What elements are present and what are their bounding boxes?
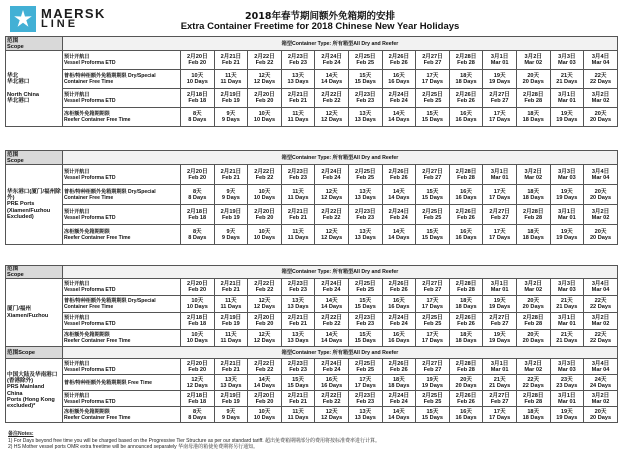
table-cell: 2月21日 Feb 21 (281, 391, 315, 407)
table-cell: 12天 12 Days (315, 185, 349, 205)
schedule-section (5, 346, 617, 423)
table-cell: 2月28日 Feb 28 (516, 205, 550, 225)
table-cell: 10天 10 Days (248, 407, 282, 423)
table-cell: 8天 8 Days (181, 185, 215, 205)
row-label-cn: 预计开航日 (64, 208, 90, 215)
table-row (6, 279, 618, 296)
table-cell: 10天 10 Days (248, 108, 282, 127)
table-cell: 2月26日 Feb 26 (382, 165, 416, 185)
table-cell: 2月20日 Feb 20 (181, 165, 215, 185)
container-type-header: 箱型Container Type: 所有箱型All Dry and Reefer (63, 37, 618, 51)
table-cell: 11天 11 Days (281, 185, 315, 205)
table-cell: 2月22日 Feb 22 (315, 313, 349, 330)
table-cell: 2月21日 Feb 21 (281, 205, 315, 225)
table-row (6, 225, 618, 245)
table-cell: 2月27日 Feb 27 (483, 391, 517, 407)
table-cell: 12天 12 Days (248, 330, 282, 347)
note-line-1: 1) For Days beyond free time you will be charged based on the Progressive Tier Structure as per our standard tariff. 超出免费箱期期部分的费用将按标准费率进行计算。 (8, 437, 380, 444)
table-cell: 2月21日 Feb 21 (214, 51, 248, 70)
row-label-cn: 冻柜额外免箱期期限 (64, 111, 110, 117)
table-cell: 2月18日 Feb 18 (181, 205, 215, 225)
table-cell: 2月21日 Feb 21 (281, 89, 315, 108)
table-cell: 2月25日 Feb 25 (416, 391, 450, 407)
table-cell: 2月27日 Feb 27 (416, 51, 450, 70)
table-cell: 12天 12 Days (315, 407, 349, 423)
table-cell: 14天 14 Days (315, 296, 349, 313)
row-label-cn: 普柜/特种柜额外免箱期期限 Free Time (64, 379, 152, 386)
table-row (6, 391, 618, 407)
table-cell: 10天 10 Days (181, 296, 215, 313)
table-cell: 2月21日 Feb 21 (214, 279, 248, 296)
table-cell: 2月25日 Feb 25 (416, 89, 450, 108)
table-cell: 2月28日 Feb 28 (449, 359, 483, 375)
table-cell: 12天 12 Days (248, 70, 282, 89)
scope-header: 范围 Scope (6, 37, 63, 51)
row-label-en: Container Free Time (64, 79, 114, 85)
table-cell: 23天 23 Days (550, 375, 584, 391)
table-cell: 2月22日 Feb 22 (248, 359, 282, 375)
row-label-cn: 普柜/特种柜额外免箱期期限 Dry/Special (64, 73, 156, 79)
row-label-cn: 预计开航日 (64, 281, 90, 287)
table-cell: 2月23日 Feb 23 (281, 51, 315, 70)
table-cell: 2月26日 Feb 26 (382, 279, 416, 296)
table-cell: 2月22日 Feb 22 (315, 89, 349, 108)
table-cell: 14天 14 Days (315, 330, 349, 347)
table-cell: 2月19日 Feb 19 (214, 313, 248, 330)
table-row (6, 185, 618, 205)
table-cell: 2月23日 Feb 23 (348, 391, 382, 407)
table-cell: 8天 8 Days (181, 407, 215, 423)
table-cell: 2月26日 Feb 26 (449, 391, 483, 407)
table-cell: 11天 11 Days (214, 330, 248, 347)
table-cell: 2月22日 Feb 22 (248, 51, 282, 70)
table-cell: 2月26日 Feb 26 (382, 51, 416, 70)
table-cell: 18天 18 Days (382, 375, 416, 391)
table-cell: 12天 12 Days (315, 108, 349, 127)
table-cell: 19天 19 Days (550, 108, 584, 127)
table-cell: 3月2日 Mar 02 (584, 89, 618, 108)
table-cell: 2月24日 Feb 24 (382, 313, 416, 330)
table-cell: 2月27日 Feb 27 (483, 313, 517, 330)
table-cell: 15天 15 Days (416, 185, 450, 205)
table-cell: 21天 21 Days (550, 296, 584, 313)
table-cell: 3月4日 Mar 04 (584, 51, 618, 70)
row-label-cn: 预计开航日 (64, 54, 90, 60)
row-label-cn: 冻柜额外免箱期期限 (64, 408, 110, 415)
table-cell: 3月4日 Mar 04 (584, 279, 618, 296)
table-cell: 2月18日 Feb 18 (181, 313, 215, 330)
table-cell: 17天 17 Days (483, 225, 517, 245)
table-cell: 20天 20 Days (516, 70, 550, 89)
table-row (6, 296, 618, 313)
table-cell: 2月18日 Feb 18 (181, 89, 215, 108)
table-cell: 14天 14 Days (382, 108, 416, 127)
row-label (63, 165, 181, 185)
table-cell: 16天 16 Days (449, 225, 483, 245)
row-label-cn: 预计开航日 (64, 168, 90, 175)
table-cell: 2月23日 Feb 23 (281, 359, 315, 375)
table-cell: 19天 19 Days (483, 330, 517, 347)
port-label: 中国大陆及华南港口 (香港除外) PRS Mainland China Ports (Hong Kong excluded)* (6, 359, 63, 423)
table-cell: 19天 19 Days (416, 375, 450, 391)
table-cell: 2月27日 Feb 27 (416, 279, 450, 296)
table-cell: 2月23日 Feb 23 (281, 165, 315, 185)
schedule-table (5, 36, 618, 127)
table-cell: 2月20日 Feb 20 (248, 205, 282, 225)
port-label: 厦门/福州 Xiamen/Fuzhou (6, 279, 63, 347)
table-cell: 2月28日 Feb 28 (449, 279, 483, 296)
table-cell: 18天 18 Days (449, 296, 483, 313)
table-cell: 2月28日 Feb 28 (516, 89, 550, 108)
port-label: 华东港口(厦门/福州除外) PRE Ports (Xiamen/Fuzhou Excluded) (6, 165, 63, 245)
notes-footer (8, 431, 380, 451)
row-label-cn: 预计开航日 (64, 392, 90, 399)
table-cell: 3月2日 Mar 02 (516, 165, 550, 185)
row-label (63, 185, 181, 205)
table-cell: 2月25日 Feb 25 (348, 359, 382, 375)
table-cell: 13天 13 Days (281, 330, 315, 347)
table-cell: 20天 20 Days (516, 296, 550, 313)
table-cell: 2月28日 Feb 28 (449, 51, 483, 70)
table-cell: 2月21日 Feb 21 (214, 359, 248, 375)
table-cell: 3月1日 Mar 01 (550, 205, 584, 225)
table-cell: 2月23日 Feb 23 (348, 205, 382, 225)
table-cell: 20天 20 Days (584, 407, 618, 423)
table-cell: 16天 16 Days (382, 70, 416, 89)
table-cell: 22天 22 Days (584, 330, 618, 347)
table-cell: 2月24日 Feb 24 (315, 51, 349, 70)
row-label (63, 70, 181, 89)
schedule-section (5, 150, 617, 245)
table-cell: 3月1日 Mar 01 (483, 279, 517, 296)
table-cell: 12天 12 Days (181, 375, 215, 391)
table-row (6, 108, 618, 127)
row-label (63, 279, 181, 296)
table-cell: 2月25日 Feb 25 (416, 205, 450, 225)
row-label (63, 225, 181, 245)
table-cell: 3月1日 Mar 01 (483, 51, 517, 70)
table-cell: 2月19日 Feb 19 (214, 205, 248, 225)
table-cell: 2月23日 Feb 23 (348, 89, 382, 108)
table-row (6, 70, 618, 89)
table-cell: 2月20日 Feb 20 (248, 391, 282, 407)
table-cell: 17天 17 Days (416, 330, 450, 347)
table-cell: 3月3日 Mar 03 (550, 51, 584, 70)
table-cell: 13天 13 Days (281, 70, 315, 89)
row-label (63, 205, 181, 225)
table-cell: 19天 19 Days (550, 407, 584, 423)
table-cell: 21天 21 Days (550, 330, 584, 347)
table-cell: 3月1日 Mar 01 (550, 313, 584, 330)
table-cell: 2月24日 Feb 24 (315, 359, 349, 375)
table-cell: 13天 13 Days (214, 375, 248, 391)
table-cell: 18天 18 Days (516, 185, 550, 205)
row-label-en: Reefer Container Free Time (64, 234, 131, 241)
table-cell: 14天 14 Days (382, 225, 416, 245)
table-cell: 17天 17 Days (483, 185, 517, 205)
table-cell: 15天 15 Days (348, 330, 382, 347)
scope-header: 范围Scope (6, 347, 63, 359)
table-cell: 15天 15 Days (416, 108, 450, 127)
notes-heading: 备注Notes: (8, 431, 34, 437)
logo-text-line: LINE (41, 18, 79, 30)
table-cell: 13天 13 Days (348, 185, 382, 205)
table-cell: 15天 15 Days (416, 407, 450, 423)
table-cell: 18天 18 Days (516, 225, 550, 245)
schedule-section (5, 265, 617, 347)
table-cell: 13天 13 Days (348, 108, 382, 127)
table-cell: 2月21日 Feb 21 (214, 165, 248, 185)
table-cell: 2月25日 Feb 25 (348, 279, 382, 296)
table-cell: 2月28日 Feb 28 (449, 165, 483, 185)
table-cell: 2月22日 Feb 22 (315, 391, 349, 407)
table-cell: 19天 19 Days (483, 296, 517, 313)
row-label-cn: 普柜/特种柜额外免箱期期限 Dry/Special (64, 188, 156, 195)
row-label-en: Reefer Container Free Time (64, 338, 131, 344)
table-cell: 2月20日 Feb 20 (248, 89, 282, 108)
table-cell: 16天 16 Days (449, 407, 483, 423)
table-cell: 15天 15 Days (348, 296, 382, 313)
table-row (6, 51, 618, 70)
table-cell: 2月24日 Feb 24 (382, 205, 416, 225)
table-cell: 2月20日 Feb 20 (181, 51, 215, 70)
table-cell: 15天 15 Days (416, 225, 450, 245)
table-cell: 18天 18 Days (449, 330, 483, 347)
table-cell: 2月22日 Feb 22 (248, 165, 282, 185)
table-cell: 14天 14 Days (382, 185, 416, 205)
row-label (63, 391, 181, 407)
table-cell: 19天 19 Days (550, 185, 584, 205)
table-cell: 21天 21 Days (550, 70, 584, 89)
table-cell: 17天 17 Days (483, 108, 517, 127)
table-cell: 19天 19 Days (483, 70, 517, 89)
row-label (63, 89, 181, 108)
table-cell: 18天 18 Days (516, 108, 550, 127)
row-label-cn: 预计开航日 (64, 360, 90, 367)
table-cell: 2月24日 Feb 24 (315, 165, 349, 185)
row-label (63, 407, 181, 423)
table-cell: 13天 13 Days (281, 296, 315, 313)
table-cell: 2月28日 Feb 28 (516, 313, 550, 330)
table-cell: 2月20日 Feb 20 (181, 279, 215, 296)
title-english: Extra Container Freetime for 2018 Chinese New Year Holidays (180, 21, 460, 32)
row-label (63, 51, 181, 70)
row-label-en: Vessel Proforma ETD (64, 98, 116, 104)
table-cell: 9天 9 Days (214, 108, 248, 127)
table-cell: 2月21日 Feb 21 (281, 313, 315, 330)
table-cell: 11天 11 Days (281, 407, 315, 423)
table-cell: 3月3日 Mar 03 (550, 165, 584, 185)
table-cell: 11天 11 Days (281, 108, 315, 127)
table-cell: 18天 18 Days (516, 407, 550, 423)
table-cell: 2月22日 Feb 22 (248, 279, 282, 296)
table-row (6, 313, 618, 330)
table-cell: 22天 22 Days (584, 70, 618, 89)
table-cell: 3月2日 Mar 02 (516, 51, 550, 70)
row-label (63, 296, 181, 313)
table-cell: 2月25日 Feb 25 (348, 51, 382, 70)
table-cell: 16天 16 Days (315, 375, 349, 391)
table-cell: 17天 17 Days (416, 70, 450, 89)
table-cell: 2月25日 Feb 25 (348, 165, 382, 185)
row-label-en: Vessel Proforma ETD (64, 287, 116, 293)
scope-header: 范围 Scope (6, 151, 63, 165)
row-label-en: Vessel Proforma ETD (64, 214, 116, 221)
table-cell: 11天 11 Days (214, 296, 248, 313)
table-cell: 20天 20 Days (516, 330, 550, 347)
table-cell: 2月26日 Feb 26 (382, 359, 416, 375)
port-label: 华北 华北港口 North China 华北港口 (6, 51, 63, 127)
table-cell: 2月24日 Feb 24 (382, 89, 416, 108)
row-label (63, 313, 181, 330)
schedule-section (5, 36, 617, 127)
table-cell: 10天 10 Days (181, 330, 215, 347)
scope-header: 范围 Scope (6, 266, 63, 279)
table-cell: 19天 19 Days (550, 225, 584, 245)
schedule-table (5, 150, 618, 245)
row-label-en: Reefer Container Free Time (64, 414, 131, 421)
table-cell: 11天 11 Days (281, 225, 315, 245)
table-cell: 2月23日 Feb 23 (281, 279, 315, 296)
table-row (6, 330, 618, 347)
table-cell: 13天 13 Days (348, 407, 382, 423)
table-cell: 2月24日 Feb 24 (315, 279, 349, 296)
table-cell: 13天 13 Days (348, 225, 382, 245)
table-cell: 16天 16 Days (449, 108, 483, 127)
table-cell: 3月2日 Mar 02 (516, 359, 550, 375)
row-label-cn: 冻柜额外免箱期期限 (64, 228, 110, 235)
table-cell: 2月19日 Feb 19 (214, 89, 248, 108)
schedule-table (5, 265, 618, 347)
table-cell: 2月27日 Feb 27 (483, 205, 517, 225)
container-type-header: 箱型Container Type: 所有箱型All Dry and Reefer (63, 347, 618, 359)
table-cell: 2月25日 Feb 25 (416, 313, 450, 330)
row-label-en: Container Free Time (64, 304, 114, 310)
table-cell: 3月1日 Mar 01 (483, 359, 517, 375)
table-cell: 16天 16 Days (382, 330, 416, 347)
note-line-2: 2) HS Mother vessel ports OMR extra freetime will be announced separately 华南母港的箱使免费期将另行通知。 (8, 444, 259, 450)
table-cell: 20天 20 Days (449, 375, 483, 391)
table-row (6, 89, 618, 108)
table-cell: 2月23日 Feb 23 (348, 313, 382, 330)
table-cell: 20天 20 Days (584, 185, 618, 205)
table-cell: 3月2日 Mar 02 (584, 313, 618, 330)
table-cell: 3月3日 Mar 03 (550, 279, 584, 296)
table-cell: 3月3日 Mar 03 (550, 359, 584, 375)
row-label-en: Vessel Proforma ETD (64, 174, 116, 181)
table-cell: 21天 21 Days (483, 375, 517, 391)
table-cell: 3月2日 Mar 02 (584, 391, 618, 407)
table-cell: 24天 24 Days (584, 375, 618, 391)
table-cell: 3月1日 Mar 01 (550, 89, 584, 108)
table-cell: 14天 14 Days (315, 70, 349, 89)
table-cell: 9天 9 Days (214, 225, 248, 245)
table-cell: 10天 10 Days (248, 225, 282, 245)
table-cell: 10天 10 Days (181, 70, 215, 89)
table-cell: 2月18日 Feb 18 (181, 391, 215, 407)
table-cell: 2月20日 Feb 20 (248, 313, 282, 330)
table-cell: 8天 8 Days (181, 225, 215, 245)
table-row (6, 359, 618, 375)
row-label-en: Vessel Proforma ETD (64, 60, 116, 66)
container-type-header: 箱型Container Type: 所有箱型All Dry and Reefer (63, 266, 618, 279)
table-cell: 3月2日 Mar 02 (584, 205, 618, 225)
table-cell: 9天 9 Days (214, 407, 248, 423)
table-cell: 2月27日 Feb 27 (483, 89, 517, 108)
table-cell: 2月28日 Feb 28 (516, 391, 550, 407)
table-cell: 3月1日 Mar 01 (550, 391, 584, 407)
table-cell: 2月26日 Feb 26 (449, 89, 483, 108)
table-cell: 2月24日 Feb 24 (382, 391, 416, 407)
table-cell: 2月27日 Feb 27 (416, 359, 450, 375)
table-cell: 3月1日 Mar 01 (483, 165, 517, 185)
table-cell: 20天 20 Days (584, 225, 618, 245)
table-cell: 12天 12 Days (248, 296, 282, 313)
table-cell: 3月2日 Mar 02 (516, 279, 550, 296)
row-label-en: Container Free Time (64, 194, 114, 201)
row-label-cn: 普柜/特种柜额外免箱期期限 Dry/Special (64, 298, 156, 304)
container-type-header: 箱型Container Type: 所有箱型All Dry and Reefer (63, 151, 618, 165)
table-cell: 17天 17 Days (483, 407, 517, 423)
table-cell: 2月26日 Feb 26 (449, 205, 483, 225)
table-row (6, 205, 618, 225)
table-row (6, 165, 618, 185)
table-cell: 17天 17 Days (348, 375, 382, 391)
title-chinese: 2018年春节期间额外免箱期的安排 (245, 11, 395, 22)
table-cell: 22天 22 Days (516, 375, 550, 391)
row-label (63, 330, 181, 347)
table-cell: 22天 22 Days (584, 296, 618, 313)
table-cell: 2月27日 Feb 27 (416, 165, 450, 185)
row-label-cn: 预计开航日 (64, 92, 90, 98)
table-cell: 2月22日 Feb 22 (315, 205, 349, 225)
table-cell: 10天 10 Days (248, 185, 282, 205)
table-cell: 15天 15 Days (281, 375, 315, 391)
table-cell: 2月26日 Feb 26 (449, 313, 483, 330)
row-label (63, 359, 181, 375)
table-cell: 14天 14 Days (248, 375, 282, 391)
row-label-en: Vessel Proforma ETD (64, 398, 116, 405)
table-cell: 11天 11 Days (214, 70, 248, 89)
table-cell: 3月4日 Mar 04 (584, 359, 618, 375)
row-label-en: Vessel Proforma ETD (64, 366, 116, 373)
row-label (63, 108, 181, 127)
table-cell: 3月4日 Mar 04 (584, 165, 618, 185)
row-label-en: Reefer Container Free Time (64, 117, 131, 123)
table-row (6, 407, 618, 423)
table-cell: 20天 20 Days (584, 108, 618, 127)
table-cell: 16天 16 Days (449, 185, 483, 205)
table-cell: 9天 9 Days (214, 185, 248, 205)
table-cell: 8天 8 Days (181, 108, 215, 127)
table-cell: 16天 16 Days (382, 296, 416, 313)
table-row (6, 375, 618, 391)
row-label (63, 375, 181, 391)
table-cell: 2月20日 Feb 20 (181, 359, 215, 375)
table-cell: 15天 15 Days (348, 70, 382, 89)
table-cell: 12天 12 Days (315, 225, 349, 245)
table-cell: 17天 17 Days (416, 296, 450, 313)
table-cell: 14天 14 Days (382, 407, 416, 423)
row-label-en: Vessel Proforma ETD (64, 321, 116, 327)
table-cell: 2月19日 Feb 19 (214, 391, 248, 407)
row-label-cn: 预计开航日 (64, 315, 90, 321)
table-cell: 18天 18 Days (449, 70, 483, 89)
schedule-table (5, 346, 618, 423)
row-label-cn: 冻柜额外免箱期期限 (64, 332, 110, 338)
logo-text-maersk: MAERSK (41, 6, 106, 21)
